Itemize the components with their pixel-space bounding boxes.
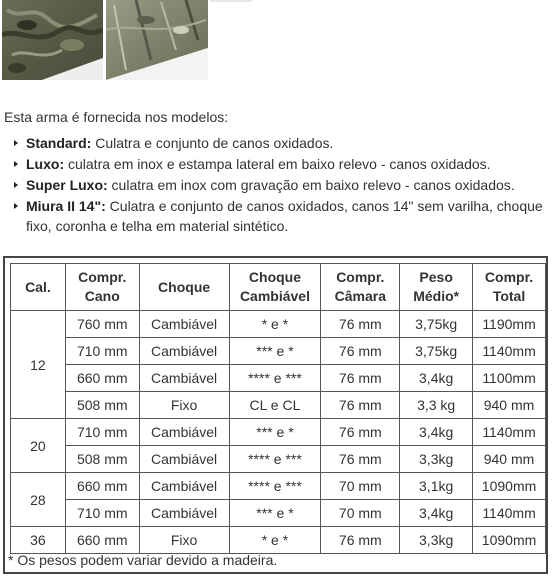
cell-choque: Cambiável: [139, 338, 229, 365]
cell-choque: Cambiável: [139, 311, 229, 338]
cell-choque-cambiavel: * e *: [229, 311, 321, 338]
table-row: [11, 473, 546, 500]
cell-compr-camara: 76 mm: [321, 365, 400, 392]
cell-compr-camara: 76 mm: [321, 419, 400, 446]
cell-choque-cambiavel: *** e *: [229, 338, 321, 365]
cell-compr-camara: 70 mm: [321, 473, 400, 500]
cell-choque: Cambiável: [139, 500, 229, 527]
header-peso-medio: Peso Médio*: [400, 264, 473, 311]
model-description: culatra em inox com gravação em baixo relevo - canos oxidados.: [107, 177, 515, 193]
header-compr-cano: Compr. Cano: [65, 264, 139, 311]
model-description: Culatra e conjunto de canos oxidados.: [91, 135, 334, 151]
list-item: [13, 175, 548, 195]
bullet-arrow-icon: [14, 182, 18, 188]
cell-compr-total: 940 mm: [473, 392, 546, 419]
cell-compr-cano: 710 mm: [65, 338, 139, 365]
cell-choque: Cambiável: [139, 473, 229, 500]
cell-compr-total: 1090mm: [473, 473, 546, 500]
cell-compr-total: 1190mm: [473, 311, 546, 338]
list-item: [13, 154, 548, 174]
cell-peso-medio: 3,3kg: [400, 527, 473, 554]
cell-compr-cano: 508 mm: [65, 446, 139, 473]
spec-table: [10, 263, 546, 554]
header-compr-camara: Compr. Câmara: [321, 264, 400, 311]
cell-compr-camara: 76 mm: [321, 392, 400, 419]
cell-peso-medio: 3,4kg: [400, 365, 473, 392]
table-row: [11, 311, 546, 338]
cell-choque-cambiavel: **** e ***: [229, 473, 321, 500]
model-name: Miura II 14":: [26, 198, 106, 214]
cell-compr-camara: 70 mm: [321, 500, 400, 527]
cell-compr-total: 1140mm: [473, 338, 546, 365]
cell-compr-total: 1090mm: [473, 527, 546, 554]
thumbnail-placeholder: [210, 0, 252, 2]
cell-choque-cambiavel: **** e ***: [229, 446, 321, 473]
table-row: [11, 392, 546, 419]
cell-peso-medio: 3,1kg: [400, 473, 473, 500]
cell-peso-medio: 3,3kg: [400, 446, 473, 473]
model-name: Luxo:: [26, 156, 65, 172]
header-compr-total: Compr. Total: [473, 264, 546, 311]
table-row: [11, 419, 546, 446]
model-description: Culatra e conjunto de canos oxidados, canos 14" sem varilha, choque fixo, coronha e telha em material sintético.: [26, 198, 543, 234]
spec-table-frame: [3, 256, 548, 574]
list-item: [13, 196, 548, 236]
cell-compr-camara: 76 mm: [321, 527, 400, 554]
cell-compr-cano: 760 mm: [65, 311, 139, 338]
cell-choque-cambiavel: * e *: [229, 527, 321, 554]
cell-compr-cano: 660 mm: [65, 473, 139, 500]
models-list: [13, 133, 548, 237]
bullet-arrow-icon: [14, 161, 18, 167]
cell-caliber: 12: [11, 311, 66, 419]
header-choque-cambiavel: Choque Cambiável: [229, 264, 321, 311]
cell-choque: Cambiável: [139, 446, 229, 473]
cell-caliber: 20: [11, 419, 66, 473]
camo-stock-image-2[interactable]: [106, 0, 208, 80]
cell-caliber: 36: [11, 527, 66, 554]
bullet-arrow-icon: [14, 203, 18, 209]
cell-choque: Fixo: [139, 527, 229, 554]
table-row: [11, 338, 546, 365]
table-body: [11, 311, 546, 554]
cell-compr-total: 940 mm: [473, 446, 546, 473]
bullet-arrow-icon: [14, 140, 18, 146]
cell-peso-medio: 3,75kg: [400, 338, 473, 365]
cell-compr-cano: 660 mm: [65, 527, 139, 554]
cell-peso-medio: 3,4kg: [400, 419, 473, 446]
header-cal: Cal.: [11, 264, 66, 311]
cell-compr-camara: 76 mm: [321, 311, 400, 338]
header-choque: Choque: [139, 264, 229, 311]
cell-compr-cano: 508 mm: [65, 392, 139, 419]
cell-choque-cambiavel: *** e *: [229, 419, 321, 446]
cell-compr-total: 1140mm: [473, 500, 546, 527]
cell-compr-total: 1100mm: [473, 365, 546, 392]
cell-choque: Fixo: [139, 392, 229, 419]
table-footnote: * Os pesos podem variar devido a madeira.: [8, 552, 278, 568]
table-row: [11, 500, 546, 527]
table-header-row: [11, 264, 546, 311]
table-row: [11, 365, 546, 392]
cell-peso-medio: 3,75kg: [400, 311, 473, 338]
cell-caliber: 28: [11, 473, 66, 527]
cell-compr-total: 1140mm: [473, 419, 546, 446]
cell-peso-medio: 3,4kg: [400, 500, 473, 527]
cell-choque: Cambiável: [139, 419, 229, 446]
cell-choque-cambiavel: **** e ***: [229, 365, 321, 392]
model-description: culatra em inox e estampa lateral em baixo relevo - canos oxidados.: [64, 156, 491, 172]
cell-choque: Cambiável: [139, 365, 229, 392]
models-intro: Esta arma é fornecida nos modelos:: [4, 109, 229, 125]
cell-peso-medio: 3,3 kg: [400, 392, 473, 419]
cell-compr-camara: 76 mm: [321, 338, 400, 365]
model-name: Super Luxo:: [26, 177, 108, 193]
cell-choque-cambiavel: CL e CL: [229, 392, 321, 419]
list-item: [13, 133, 548, 153]
cell-compr-cano: 710 mm: [65, 500, 139, 527]
model-name: Standard:: [26, 135, 92, 151]
camo-stock-image-1[interactable]: [2, 0, 103, 80]
cell-compr-cano: 660 mm: [65, 365, 139, 392]
cell-choque-cambiavel: *** e *: [229, 500, 321, 527]
table-row: [11, 527, 546, 554]
cell-compr-cano: 710 mm: [65, 419, 139, 446]
cell-compr-camara: 76 mm: [321, 446, 400, 473]
table-row: [11, 446, 546, 473]
